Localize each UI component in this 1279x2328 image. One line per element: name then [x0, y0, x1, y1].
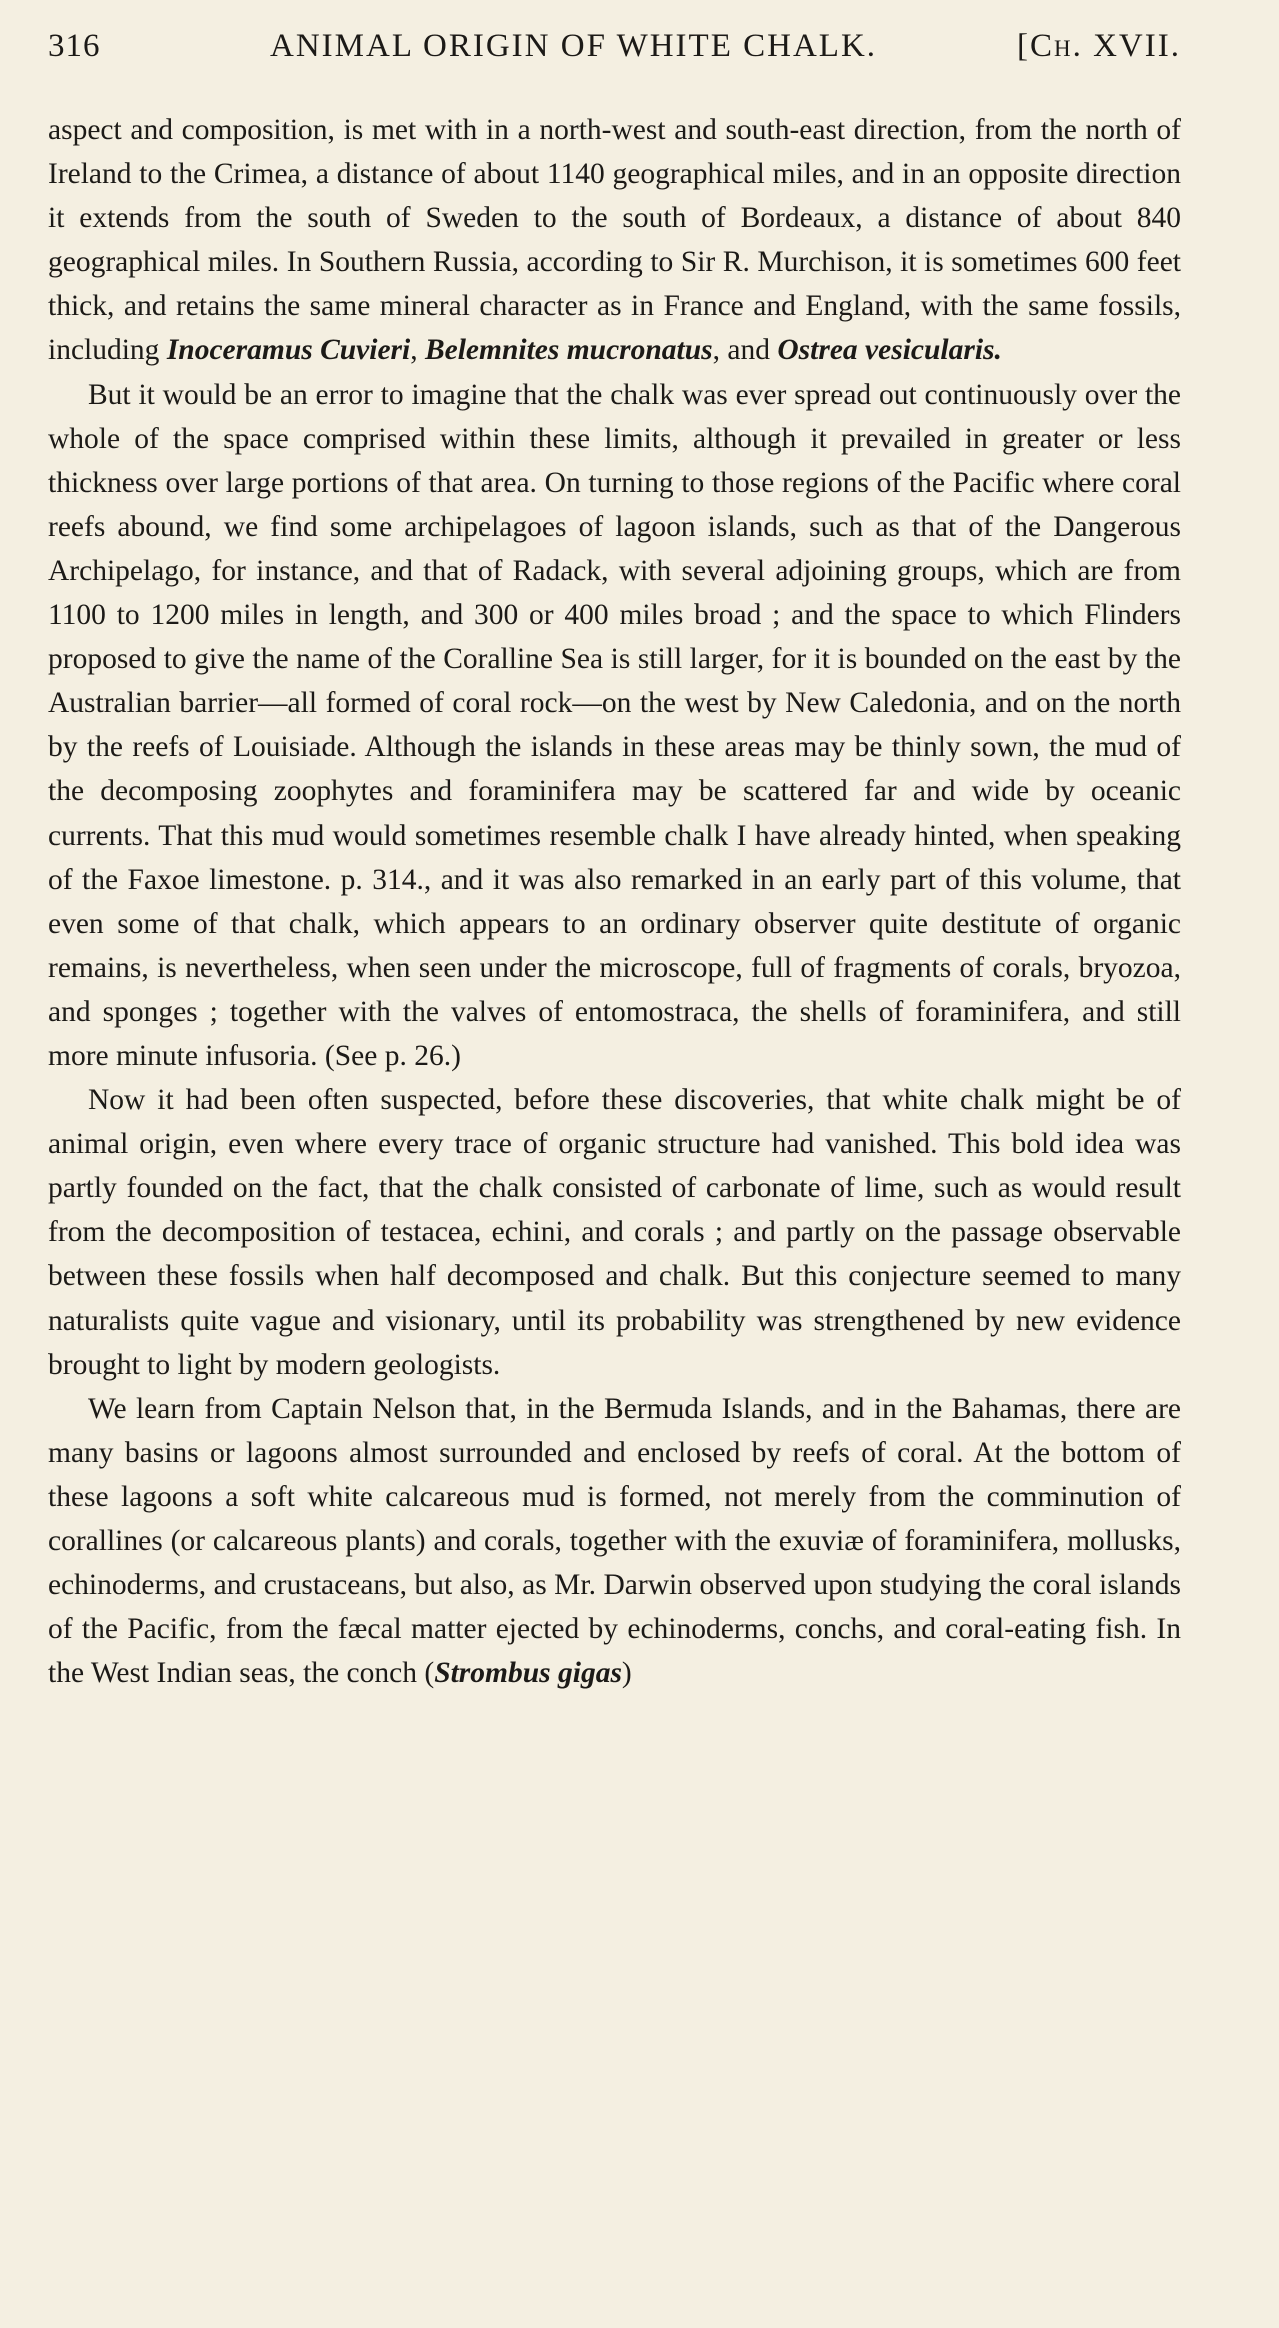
species-name-belemnites: Belemnites mucronatus [424, 334, 713, 367]
paragraph-4-text-b: ) [621, 1657, 632, 1690]
species-name-inoceramus: Inoceramus Cuvieri [166, 334, 411, 367]
chapter-label: [Ch. XVII. [1016, 28, 1181, 64]
species-name-strombus: Strombus gigas [434, 1657, 622, 1690]
paragraph-1-text-a: aspect and composition, is met with in a north-west and south-east direction, from the north of Ireland to the Crimea, a distance of about 1140 geographical miles, and in an opposite direction it extends from the south of Sweden to the south of Bordeaux, a distance of about 840 geographical miles. In Southern Russia, according to Sir R. Murchison, it is sometimes 600 feet thick, and retains the same mineral character as in France and England, with the same fossils, including [48, 114, 1181, 367]
paragraph-4-text-a: We learn from Captain Nelson that, in the Bermuda Islands, and in the Bahamas, there are many basins or lagoons almost surrounded and enclosed by reefs of coral. At the bottom of these lagoons a soft white calcareous mud is formed, not merely from the comminution of corallines (or calcareous plants) and corals, together with the exuviæ of foraminifera, mollusks, echinoderms, and crustaceans, but also, as Mr. Darwin observed upon studying the coral islands of the Pacific, from the fæcal matter ejected by echinoderms, conchs, and coral-eating fish. In the West Indian seas, the conch ( [48, 1392, 1181, 1690]
paragraph-1-text-c: , and [712, 334, 778, 367]
paragraph-1-text-b: , [410, 334, 425, 367]
paragraph-2: But it would be an error to imagine that the chalk was ever spread out continuously over the whole of the space comprised within these limits, although it prevailed in greater or less thickness over large portions of that area. On turning to those regions of the Pacific where coral reefs abound, we find some archipelagoes of lagoon islands, such as that of the Dangerous Archipelago, for instance, and that of Radack, with several adjoining groups, which are from 1100 to 1200 miles in length, and 300 or 400 miles broad ; and the space to which Flinders proposed to give the name of the Coralline Sea is still larger, for it is bounded on the east by the Australian barrier—all formed of coral rock—on the west by New Caledonia, and on the north by the reefs of Louisiade. Although the islands in these areas may be thinly sown, the mud of the decomposing zoophytes and foraminifera may be scattered far and wide by oceanic currents. That this mud would sometimes resemble chalk I have already hinted, when speaking of the Faxoe limestone. p. 314., and it was also remarked in an early part of this volume, that even some of that chalk, which appears to an ordinary observer quite destitute of organic remains, is nevertheless, when seen under the microscope, full of fragments of corals, bryozoa, and sponges ; together with the valves of entomostraca, the shells of foraminifera, and still more minute infusoria. (See p. 26.) [48, 378, 1181, 1072]
page-number: 316 [48, 28, 101, 64]
paragraph-4 [48, 1387, 1181, 1696]
running-head [48, 20, 1181, 72]
running-title: ANIMAL ORIGIN OF WHITE CHALK. [270, 28, 878, 64]
body-text [48, 108, 1181, 1695]
paragraph-3: Now it had been often suspected, before these discoveries, that white chalk might be of animal origin, even where every trace of organic structure had vanished. This bold idea was partly founded on the fact, that the chalk consisted of carbonate of lime, such as would result from the decomposition of testacea, echini, and corals ; and partly on the passage observable between these fossils when half decomposed and chalk. But this conjecture seemed to many naturalists quite vague and visionary, until its probability was strengthened by new evidence brought to light by modern geologists. [48, 1084, 1181, 1381]
paragraph-1 [48, 108, 1181, 373]
species-name-ostrea: Ostrea vesicularis. [777, 334, 1002, 367]
